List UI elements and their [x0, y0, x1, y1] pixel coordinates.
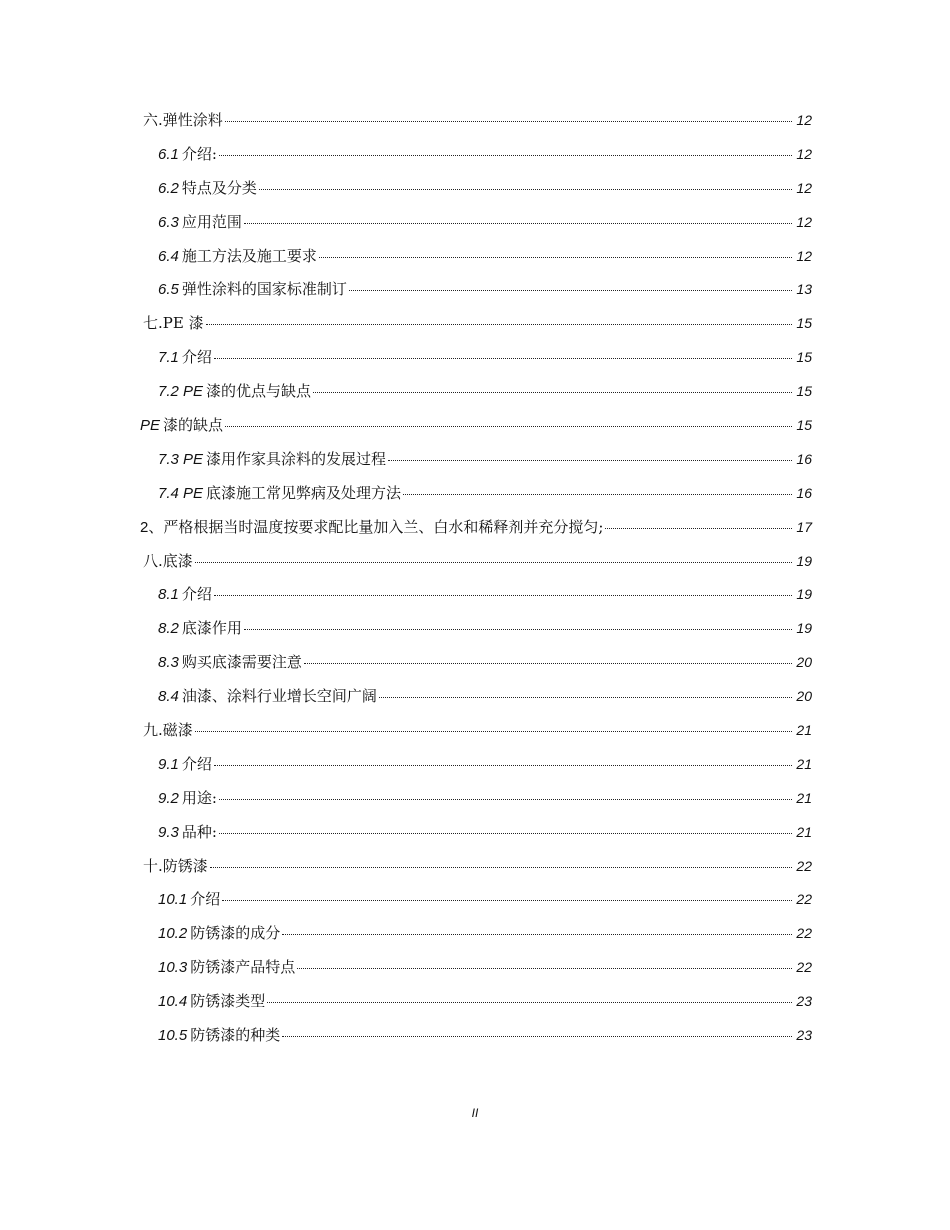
- dot-leader: [244, 629, 792, 630]
- toc-entry-title: 油漆、涂料行业增长空间广阔: [181, 687, 377, 706]
- toc-entry-title: 漆的优点与缺点: [206, 382, 312, 401]
- toc-entry-7-4[interactable]: [140, 483, 812, 517]
- toc-entry-title: 六.弹性涂料: [143, 111, 223, 129]
- toc-entry-title: 漆的缺点: [163, 416, 224, 435]
- toc-entry-title: 介绍: [181, 754, 212, 773]
- toc-entry-number: 9.2: [158, 789, 179, 807]
- toc-entry-8-1[interactable]: [140, 584, 812, 618]
- toc-entry-pe-drawbacks[interactable]: [140, 415, 812, 449]
- toc-entry-page: 21: [796, 755, 812, 772]
- toc-entry-6-2[interactable]: [140, 178, 812, 212]
- dot-leader: [297, 968, 792, 969]
- toc-entry-6[interactable]: [140, 110, 812, 144]
- toc-entry-page: 22: [796, 925, 812, 942]
- toc-entry-number: 10.4: [158, 993, 188, 1011]
- toc-entry-number: 6.2: [158, 179, 179, 197]
- toc-entry-page: 22: [796, 891, 812, 908]
- toc-entry-number: 8.3: [158, 654, 179, 672]
- toc-entry-title: 特点及分类: [181, 178, 257, 197]
- toc-entry-page: 20: [796, 654, 812, 671]
- dot-leader: [210, 867, 792, 868]
- dot-leader: [195, 562, 792, 563]
- toc-entry-number: 10.2: [158, 925, 188, 943]
- toc-entry-number: 10.3: [158, 959, 188, 977]
- dot-leader: [219, 833, 792, 834]
- toc-entry-7-1[interactable]: [140, 347, 812, 381]
- dot-leader: [244, 223, 792, 224]
- toc-entry-number: 8.2: [158, 620, 179, 638]
- toc-entry-number: 7.3 PE: [158, 450, 204, 468]
- dot-leader: [379, 697, 792, 698]
- toc-entry-6-1[interactable]: [140, 144, 812, 178]
- toc-entry-7-2[interactable]: [140, 381, 812, 415]
- toc-entry-9[interactable]: [140, 720, 812, 754]
- toc-entry-title: 介绍: [190, 890, 221, 909]
- toc-entry-10[interactable]: [140, 856, 812, 890]
- dot-leader: [282, 1036, 792, 1037]
- toc-entry-number: 10.5: [158, 1027, 188, 1045]
- toc-entry-6-4[interactable]: [140, 246, 812, 280]
- dot-leader: [403, 494, 792, 495]
- toc-entry-page: 23: [796, 1027, 812, 1044]
- dot-leader: [219, 155, 792, 156]
- dot-leader: [605, 528, 792, 529]
- toc-entry-number: 10.1: [158, 891, 188, 909]
- toc-entry-page: 23: [796, 993, 812, 1010]
- dot-leader: [319, 257, 792, 258]
- dot-leader: [214, 765, 792, 766]
- toc-entry-title: 购买底漆需要注意: [181, 653, 302, 672]
- dot-leader: [267, 1002, 792, 1003]
- toc-entry-page: 16: [796, 484, 812, 501]
- toc-entry-page: 12: [796, 112, 812, 128]
- toc-entry-title: 介绍:: [181, 144, 217, 163]
- toc-entry-number: 7.4 PE: [158, 484, 204, 502]
- dot-leader: [225, 121, 792, 122]
- toc-entry-page: 12: [796, 247, 812, 264]
- toc-entry-title: 介绍: [181, 585, 212, 604]
- dot-leader: [313, 392, 792, 393]
- dot-leader: [214, 358, 792, 359]
- toc-entry-title: 用途:: [181, 788, 217, 807]
- dot-leader: [388, 460, 792, 461]
- toc-entry-page: 22: [796, 959, 812, 976]
- toc-entry-number: 6.1: [158, 145, 179, 163]
- toc-entry-page: 15: [796, 417, 812, 434]
- toc-entry-title: 品种:: [181, 822, 217, 841]
- toc-entry-title: 防锈漆产品特点: [190, 958, 296, 977]
- toc-entry-number: 8.4: [158, 688, 179, 706]
- toc-entry-title: 漆用作家具涂料的发展过程: [206, 449, 387, 468]
- dot-leader: [349, 290, 792, 291]
- dot-leader: [214, 595, 792, 596]
- toc-entry-title: 七.PE 漆: [143, 314, 204, 333]
- toc-entry-page: 15: [796, 315, 812, 332]
- toc-entry-page: 19: [796, 552, 812, 569]
- dot-leader: [282, 934, 792, 935]
- toc-entry-title: 防锈漆的成分: [190, 924, 281, 943]
- dot-leader: [259, 189, 792, 190]
- toc-entry-title: 九.磁漆: [143, 721, 193, 740]
- toc-entry-title: 底漆作用: [181, 619, 242, 638]
- toc-entry-page: 19: [796, 620, 812, 637]
- toc-entry-page: 16: [796, 450, 812, 467]
- toc-entry-number: 8.1: [158, 586, 179, 604]
- toc-entry-page: 15: [796, 349, 812, 366]
- toc-entry-title: 介绍: [181, 348, 212, 367]
- toc-entry-9-3[interactable]: [140, 822, 812, 856]
- toc-entry-title: 八.底漆: [143, 551, 193, 570]
- dot-leader: [222, 900, 792, 901]
- toc-entry-page: 17: [796, 518, 812, 535]
- toc-entry-8[interactable]: [140, 551, 812, 585]
- toc-entry-10-4[interactable]: [140, 991, 812, 1025]
- toc-entry-page: 21: [796, 722, 812, 739]
- toc-entry-number: 7.2 PE: [158, 383, 204, 401]
- toc-entry-10-3[interactable]: [140, 957, 812, 991]
- toc-entry-8-3[interactable]: [140, 652, 812, 686]
- toc-entry-9-2[interactable]: [140, 788, 812, 822]
- toc-entry-page: 20: [796, 688, 812, 705]
- toc-entry-page: 12: [796, 213, 812, 230]
- toc-entry-number: 6.4: [158, 247, 179, 265]
- toc-entry-title: 施工方法及施工要求: [181, 246, 317, 265]
- toc-entry-10-2[interactable]: [140, 923, 812, 957]
- toc-entry-number: 9.1: [158, 755, 179, 773]
- toc-entry-8-2[interactable]: [140, 618, 812, 652]
- toc-entry-number: PE: [140, 417, 161, 435]
- toc-entry-9-1[interactable]: [140, 754, 812, 788]
- toc-entry-6-5[interactable]: [140, 279, 812, 313]
- toc-entry-7[interactable]: [140, 313, 812, 347]
- toc-entry-title: 防锈漆类型: [190, 992, 266, 1011]
- dot-leader: [206, 324, 792, 325]
- toc-entry-page: 19: [796, 586, 812, 603]
- toc-entry-page: 22: [796, 857, 812, 874]
- dot-leader: [304, 663, 792, 664]
- toc-entry-number: 2: [140, 518, 149, 536]
- toc-entry-title: 、严格根据当时温度按要求配比量加入兰、白水和稀释剂并充分搅匀;: [148, 517, 604, 536]
- toc-entry-page: 21: [796, 789, 812, 806]
- dot-leader: [195, 731, 792, 732]
- dot-leader: [219, 799, 792, 800]
- toc-entry-number: 7.1: [158, 349, 179, 367]
- toc-entry-number: 6.3: [158, 213, 179, 231]
- toc-entry-number: 6.5: [158, 281, 179, 299]
- toc-entry-title: 弹性涂料的国家标准制订: [181, 280, 347, 299]
- toc-entry-7-3[interactable]: [140, 449, 812, 483]
- toc-entry-10-5[interactable]: [140, 1025, 812, 1059]
- toc-entry-10-1[interactable]: [140, 889, 812, 923]
- toc-entry-title: 应用范围: [181, 212, 242, 231]
- toc-entry-page: 15: [796, 383, 812, 400]
- toc-entry-page: 21: [796, 823, 812, 840]
- toc-entry-number: 9.3: [158, 823, 179, 841]
- toc-entry-title: 底漆施工常见弊病及处理方法: [206, 483, 402, 502]
- toc-entry-8-4[interactable]: [140, 686, 812, 720]
- page-number: II: [471, 1106, 479, 1120]
- toc-entry-6-3[interactable]: [140, 212, 812, 246]
- toc-entry-step-2[interactable]: [140, 517, 812, 551]
- table-of-contents: [140, 110, 812, 1059]
- toc-entry-page: 12: [796, 179, 812, 196]
- toc-entry-page: 12: [796, 145, 812, 162]
- toc-entry-title: 十.防锈漆: [143, 856, 208, 875]
- toc-entry-page: 13: [796, 281, 812, 298]
- dot-leader: [225, 426, 792, 427]
- toc-entry-title: 防锈漆的种类: [190, 1026, 281, 1045]
